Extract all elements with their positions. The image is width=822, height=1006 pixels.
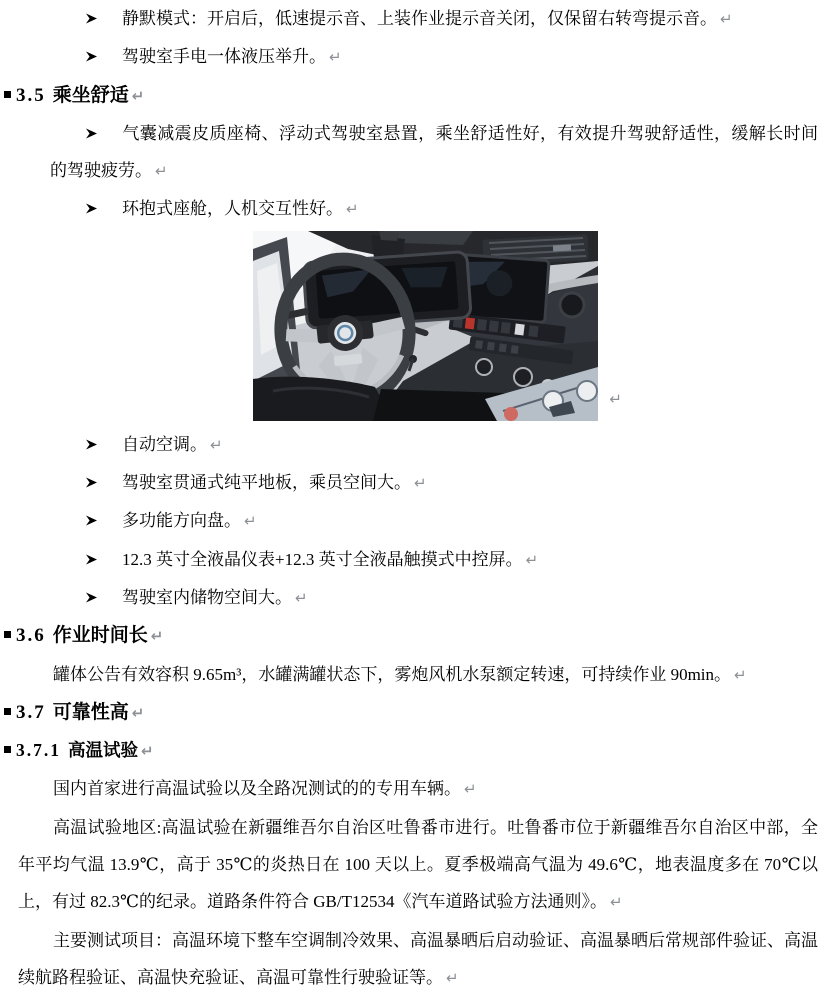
list-item-text: 驾驶室手电一体液压举升。	[122, 47, 326, 67]
list-item	[50, 38, 818, 76]
section-number: 3.5	[16, 84, 46, 106]
list-item	[50, 115, 818, 191]
paragraph-mark-icon: ↵	[464, 780, 477, 799]
heading-square-icon	[4, 91, 11, 98]
bullet-arrow-icon	[50, 115, 122, 152]
paragraph-mark-icon: ↵	[446, 968, 459, 987]
list-item-text: 静默模式：开启后，低速提示音、上装作业提示音关闭，仅保留右转弯提示音。	[122, 9, 717, 28]
bullet-arrow-icon	[50, 464, 122, 501]
bullet-arrow-icon	[50, 426, 122, 463]
paragraph-mark-icon: ↵	[150, 627, 164, 646]
paragraph-mark-icon: ↵	[329, 48, 342, 67]
body-text: 罐体公告有效容积 9.65m³，水罐满罐状态下，雾炮风机水泵额定转速，可持续作业 90min。	[53, 664, 732, 684]
list-item	[50, 0, 818, 38]
bullet-arrow-icon	[50, 502, 122, 539]
bullet-arrow-icon	[50, 541, 122, 578]
bullet-arrow-icon	[50, 190, 122, 227]
section-number: 3.7.1	[16, 740, 61, 761]
paragraph-mark-icon: ↵	[131, 703, 145, 722]
list-item-text: 环抱式座舱，人机交互性好。	[122, 199, 343, 219]
paragraph-mark-icon: ↵	[346, 200, 359, 219]
section-title: 作业时间长	[52, 625, 148, 647]
list-item-text: 多功能方向盘。	[122, 511, 241, 531]
section-heading-3-7	[4, 694, 818, 732]
paragraph-mark-icon: ↵	[720, 10, 733, 28]
body-paragraph	[18, 922, 818, 998]
list-item	[50, 579, 818, 617]
list-item	[50, 464, 818, 502]
body-text: 国内首家进行高温试验以及全路况测试的的专用车辆。	[53, 779, 461, 799]
list-item	[50, 541, 818, 579]
paragraph-mark-icon: ↵	[244, 512, 257, 531]
bullet-arrow-icon	[50, 579, 122, 616]
heading-square-icon	[4, 708, 11, 715]
bullet-arrow-icon	[50, 38, 122, 75]
section-heading-3-7-1	[4, 732, 818, 770]
section-title: 乘坐舒适	[52, 84, 129, 106]
body-paragraph	[18, 809, 818, 922]
body-paragraph	[18, 656, 818, 694]
paragraph-mark-icon: ↵	[210, 435, 223, 454]
section-number: 3.6	[16, 625, 46, 647]
body-text: 主要测试项目：高温环境下整车空调制冷效果、高温暴晒后启动验证、高温暴晒后常规部件验证、高温续航路程验证、高温快充验证、高温可靠性行驶验证等。	[18, 930, 818, 987]
cab-interior-illustration	[253, 231, 598, 421]
list-item-text: 驾驶室贯通式纯平地板，乘员空间大。	[122, 473, 411, 493]
list-item-text: 自动空调。	[122, 434, 207, 454]
paragraph-mark-icon: ↵	[295, 588, 308, 607]
paragraph-mark-icon: ↵	[610, 893, 623, 912]
bullet-arrow-icon	[50, 0, 122, 37]
section-heading-3-5	[4, 77, 818, 115]
paragraph-mark-icon: ↵	[155, 162, 168, 181]
section-title: 可靠性高	[52, 701, 129, 723]
paragraph-mark-icon: ↵	[734, 665, 747, 684]
paragraph-mark-icon: ↵	[141, 742, 154, 761]
heading-square-icon	[4, 631, 11, 638]
list-item-text: 气囊减震皮质座椅、浮动式驾驶室悬置，乘坐舒适性好，有效提升驾驶舒适性，缓解长时间的驾驶疲劳。	[50, 123, 818, 181]
list-item	[50, 502, 818, 540]
section-heading-3-6	[4, 617, 818, 655]
paragraph-mark-icon: ↵	[609, 390, 622, 409]
paragraph-mark-icon: ↵	[525, 550, 539, 569]
list-item	[50, 426, 818, 464]
list-item	[50, 190, 818, 228]
list-item-text: 12.3 英寸全液晶仪表+12.3 英寸全液晶触摸式中控屏。	[122, 549, 523, 569]
body-text: 高温试验地区:高温试验在新疆维吾尔自治区吐鲁番市进行。吐鲁番市位于新疆维吾尔自治区中部，全年平均气温 13.9℃，高于 35℃的炎热日在 100 天以上。夏季极端高气温为 49.6℃，地表温度多在 70℃以上，有过 82.3℃的纪录。道路条件符合 GB/T12534《汽车道路试验方法通则》。	[18, 817, 818, 912]
section-title: 高温试验	[68, 740, 138, 761]
paragraph-mark-icon: ↵	[131, 86, 145, 105]
heading-square-icon	[4, 746, 11, 753]
cab-interior-photo	[253, 231, 622, 421]
section-number: 3.7	[16, 701, 46, 723]
list-item-text: 驾驶室内储物空间大。	[122, 587, 292, 607]
body-paragraph	[18, 770, 818, 808]
paragraph-mark-icon: ↵	[414, 474, 427, 493]
